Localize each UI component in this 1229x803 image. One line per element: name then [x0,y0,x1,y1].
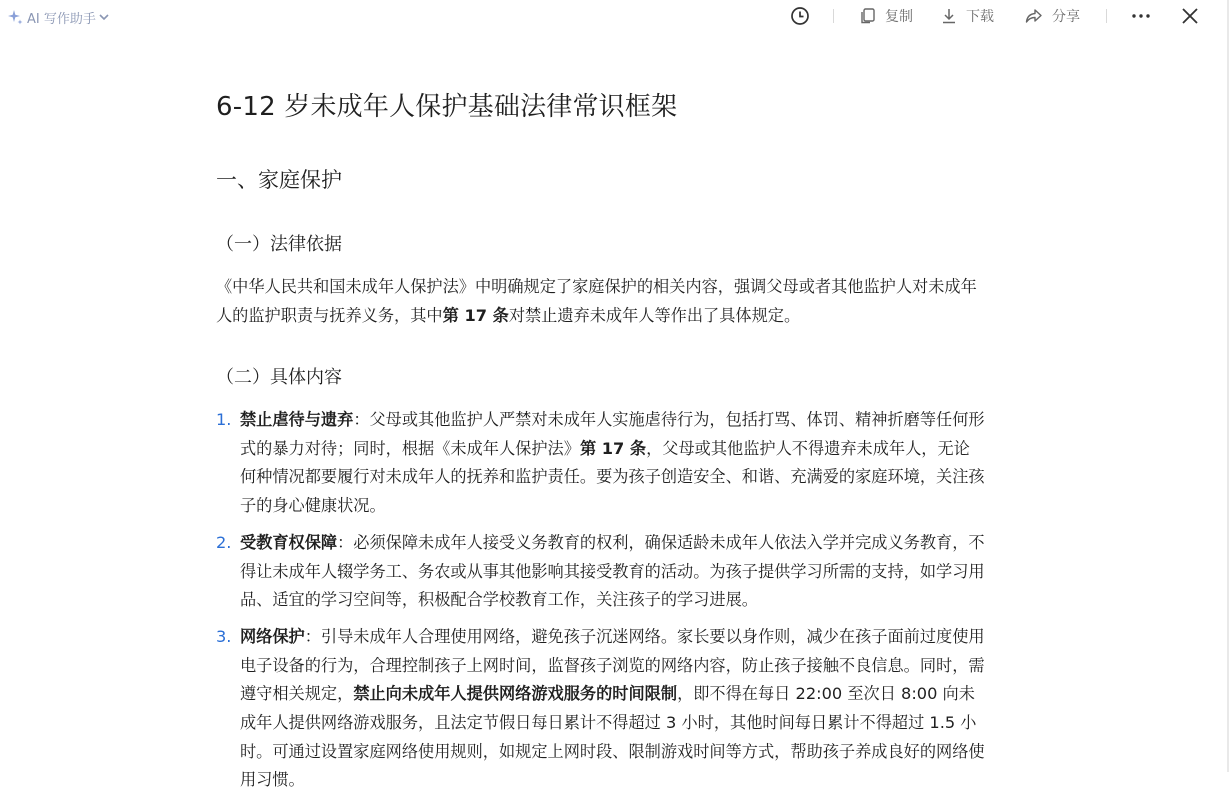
list-item-bold-text: 禁止向未成年人提供网络游戏服务的时间限制 [353,684,678,704]
copy-label: 复制 [885,9,913,25]
clock-icon [790,6,810,26]
download-button[interactable] [940,5,994,27]
paragraph-text: 《中华人民共和国未成年人保护法》中明确规定了家庭保护的相关内容，强调父母或者其他监护人对未成年人的监护职责与抚养义务，其中 [216,277,977,325]
list-number: 3. [216,626,232,646]
subheading-legal-basis: （一）法律依据 [216,234,342,255]
list-item-bold-text: 第 17 条 [579,438,647,458]
list-item-text: ，即不得在每日 22:00 至次日 8:00 向未成年人提供网络游戏服务，且法定节假日每日累计不得超过 3 小时，其他时间每日累计不得超过 1.5 小时。可通过设置家庭网络使用规则，如规定上网时段、限制游戏时间等方式，帮助孩子养成良好的网络使用习惯。 [240,684,985,790]
paragraph-text: 对禁止遗弃未成年人等作出了具体规定。 [508,305,801,325]
toolbar-divider [1106,9,1107,23]
copy-icon [859,7,877,25]
sparkle-icon [7,9,23,25]
list-item-title: 禁止虐待与遗弃 [240,410,354,429]
list-item [216,623,986,795]
close-icon [1180,6,1200,26]
ai-assistant-label: AI 写作助手 [27,11,96,27]
list-item-title: 受教育权保障 [240,532,338,552]
list-item [216,529,986,615]
document-title: 6-12 岁未成年人保护基础法律常识框架 [216,92,678,122]
legal-basis-paragraph [216,273,981,330]
close-button[interactable] [1180,5,1200,27]
share-icon [1024,7,1044,25]
chevron-down-icon [98,11,110,23]
list-number: 2. [216,532,232,552]
ai-writing-assistant-button[interactable] [7,7,110,27]
share-label: 分享 [1052,9,1080,25]
history-button[interactable] [790,5,810,27]
section-heading-family-protection: 一、家庭保护 [216,168,342,192]
subheading-specific-content: （二）具体内容 [216,367,342,388]
more-icon [1130,6,1152,26]
download-label: 下载 [966,9,994,25]
more-options-button[interactable] [1130,5,1152,27]
list-item-text: ，父母或其他监护人不得遗弃未成年人，无论何种情况都要履行对未成年人的抚养和监护责任。要为孩子创造安全、和谐、充满爱的家庭环境，关注孩子的身心健康状况。 [240,438,985,516]
download-icon [940,7,958,25]
list-number: 1. [216,410,232,429]
copy-button[interactable] [859,5,913,27]
content-list [216,406,986,803]
list-item-text: ：引导未成年人合理使用网络，避免孩子沉迷网络。家长要以身作则，减少在孩子面前过度使用电子设备的行为，合理控制孩子上网时间，监督孩子浏览的网络内容，防止孩子接触不良信息。同时，需遵守相关规定， [240,626,985,704]
paragraph-bold-text: 第 17 条 [442,305,509,325]
toolbar-divider [833,9,834,23]
list-item [216,406,986,521]
list-item-text: ：必须保障未成年人接受义务教育的权利，确保适龄未成年人依法入学并完成义务教育，不得让未成年人辍学务工、务农或从事其他影响其接受教育的活动。为孩子提供学习所需的支持，如学习用品、适宜的学习空间等，积极配合学校教育工作，关注孩子的学习进展。 [240,532,985,610]
list-item-title: 网络保护 [240,626,305,646]
top-toolbar [0,0,1229,34]
list-item-text: ：父母或其他监护人严禁对未成年人实施虐待行为，包括打骂、体罚、精神折磨等任何形式的暴力对待；同时，根据《未成年人保护法》 [240,410,985,458]
share-button[interactable] [1024,5,1080,27]
